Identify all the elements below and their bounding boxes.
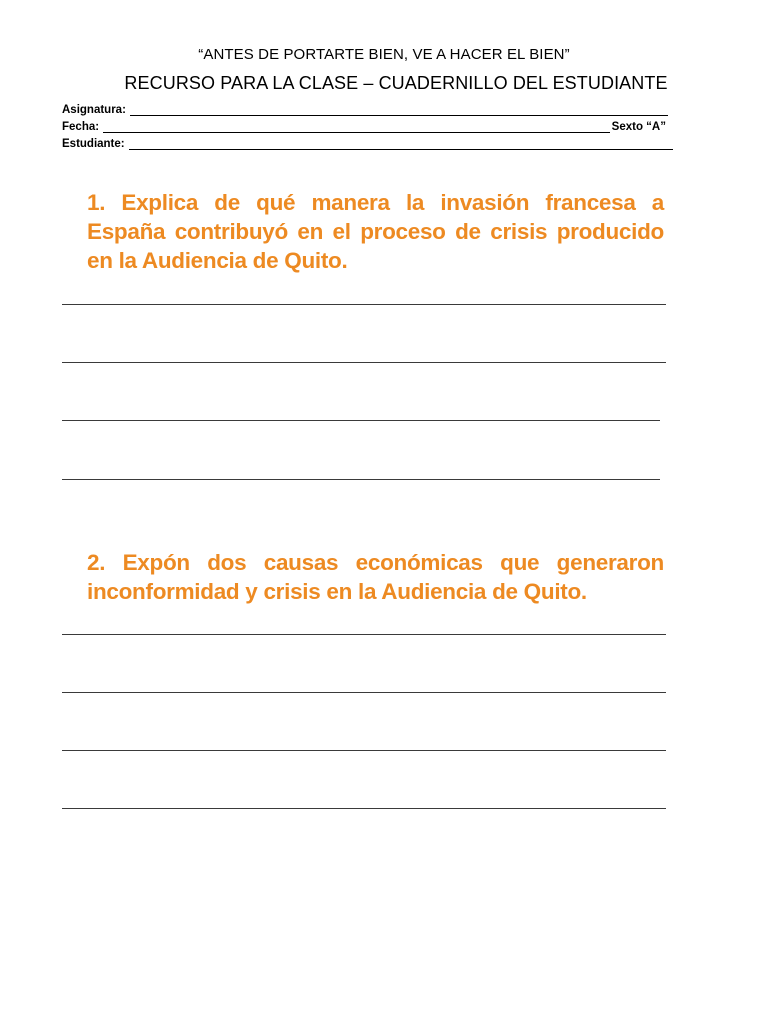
question-2: 2. Expón dos causas económicas que generaron inconformidad y crisis en la Audiencia de Quito.: [87, 550, 664, 604]
answer-line-q2-1[interactable]: [62, 634, 666, 635]
date-label: Fecha:: [62, 121, 100, 133]
question-1: 1. Explica de qué manera la invasión francesa a España contribuyó en el proceso de crisis producido en la Audiencia de Quito.: [87, 190, 664, 273]
subject-label: Asignatura:: [62, 104, 126, 116]
subject-blank-line[interactable]: [130, 105, 668, 116]
student-label: Estudiante:: [62, 138, 125, 150]
student-blank-line[interactable]: [129, 139, 673, 150]
subject-field[interactable]: [62, 102, 668, 116]
page-title: RECURSO PARA LA CLASE – CUADERNILLO DEL ESTUDIANTE: [124, 73, 668, 93]
answer-line-q2-2[interactable]: [62, 692, 666, 693]
answer-line-q1-1[interactable]: [62, 304, 666, 305]
answer-line-q1-3[interactable]: [62, 420, 660, 421]
date-field[interactable]: [62, 119, 666, 133]
answer-line-q1-2[interactable]: [62, 362, 666, 363]
answer-line-q2-4[interactable]: [62, 808, 666, 809]
student-field[interactable]: [62, 136, 673, 150]
answer-line-q2-3[interactable]: [62, 750, 666, 751]
date-blank-line[interactable]: [103, 122, 610, 133]
answer-line-q1-4[interactable]: [62, 479, 660, 480]
grade-label: Sexto “A”: [611, 121, 666, 133]
motto-heading: “ANTES DE PORTARTE BIEN, VE A HACER EL BIEN”: [198, 46, 570, 63]
